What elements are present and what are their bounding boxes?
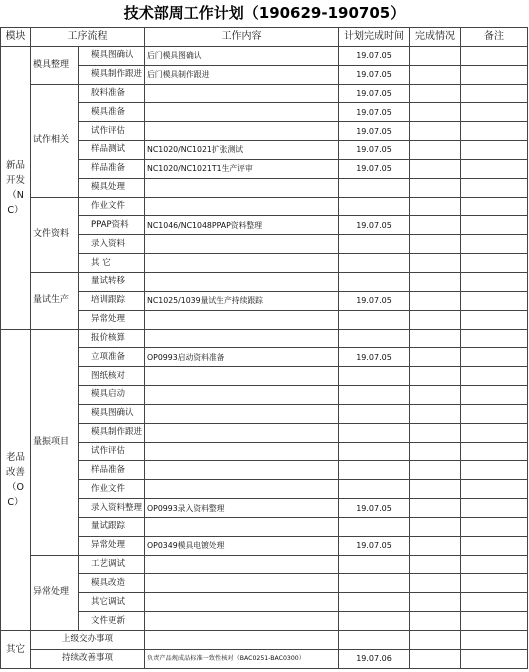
header-status: 完成情况	[410, 28, 461, 47]
sub-process-cell: 作业文件	[79, 480, 145, 499]
plan-date-cell[interactable]	[339, 272, 410, 291]
process-group-cell: 量振项目	[31, 329, 79, 555]
sub-process-cell: 模具启动	[79, 386, 145, 405]
sub-process-cell: 试作评估	[79, 442, 145, 461]
content-cell[interactable]: NC1020/NC1021T1生产评审	[145, 159, 339, 178]
sub-process-cell: 量试转移	[79, 272, 145, 291]
process-group-cell: 模具整理	[31, 46, 79, 84]
remark-cell[interactable]	[461, 480, 528, 499]
content-cell[interactable]	[145, 254, 339, 273]
table-row	[1, 159, 528, 178]
remark-cell[interactable]	[461, 235, 528, 254]
status-cell[interactable]	[410, 216, 461, 235]
sub-process-cell: 样品准备	[79, 159, 145, 178]
plan-date-cell[interactable]	[339, 517, 410, 536]
content-cell[interactable]	[145, 84, 339, 103]
table-row	[1, 84, 528, 103]
status-cell[interactable]	[410, 235, 461, 254]
process-group-cell: 试作相关	[31, 84, 79, 197]
table-row	[1, 555, 528, 574]
status-cell[interactable]	[410, 423, 461, 442]
table-row	[1, 649, 528, 668]
content-cell[interactable]	[145, 593, 339, 612]
process-group-cell: 文件资料	[31, 197, 79, 272]
table-row	[1, 310, 528, 329]
content-cell[interactable]	[145, 461, 339, 480]
table-row	[1, 46, 528, 65]
sub-process-cell: PPAP资料	[79, 216, 145, 235]
table-row	[1, 65, 528, 84]
remark-cell[interactable]	[461, 649, 528, 668]
plan-date-cell[interactable]: 19.07.06	[339, 649, 410, 668]
plan-date-cell[interactable]: 19.07.05	[339, 348, 410, 367]
sub-process-cell: 模具制作跟进	[79, 65, 145, 84]
content-cell[interactable]	[145, 423, 339, 442]
table-row	[1, 461, 528, 480]
plan-date-cell[interactable]: 19.07.05	[339, 499, 410, 518]
content-cell[interactable]	[145, 329, 339, 348]
remark-cell[interactable]	[461, 197, 528, 216]
status-cell[interactable]	[410, 65, 461, 84]
plan-date-cell[interactable]: 19.07.05	[339, 159, 410, 178]
sub-process-cell: 图纸核对	[79, 367, 145, 386]
plan-date-cell[interactable]	[339, 442, 410, 461]
table-row	[1, 272, 528, 291]
table-row	[1, 235, 528, 254]
status-cell[interactable]	[410, 461, 461, 480]
plan-date-cell[interactable]	[339, 235, 410, 254]
sub-process-cell: 报价核算	[79, 329, 145, 348]
plan-date-cell[interactable]	[339, 461, 410, 480]
status-cell[interactable]	[410, 442, 461, 461]
remark-cell[interactable]	[461, 386, 528, 405]
sub-process-cell: 模具处理	[79, 178, 145, 197]
status-cell[interactable]	[410, 517, 461, 536]
table-row	[1, 574, 528, 593]
content-cell[interactable]: 后门模具图确认	[145, 46, 339, 65]
remark-cell[interactable]	[461, 65, 528, 84]
content-cell[interactable]: 后门模具制作跟进	[145, 65, 339, 84]
sub-process-cell: 异常处理	[79, 310, 145, 329]
content-cell[interactable]	[145, 272, 339, 291]
process-group-cell: 量试生产	[31, 272, 79, 329]
content-cell[interactable]	[145, 404, 339, 423]
content-cell[interactable]	[145, 235, 339, 254]
table-row	[1, 442, 528, 461]
table-row	[1, 612, 528, 631]
remark-cell[interactable]	[461, 574, 528, 593]
remark-cell[interactable]	[461, 612, 528, 631]
content-cell[interactable]	[145, 386, 339, 405]
table-row	[1, 178, 528, 197]
plan-date-cell[interactable]: 19.07.05	[339, 122, 410, 141]
plan-date-cell[interactable]	[339, 310, 410, 329]
header-row	[1, 28, 528, 47]
table-row	[1, 122, 528, 141]
plan-date-cell[interactable]: 19.07.05	[339, 84, 410, 103]
table-row	[1, 103, 528, 122]
content-cell[interactable]	[145, 480, 339, 499]
sub-process-cell: 量试跟踪	[79, 517, 145, 536]
table-row	[1, 631, 528, 650]
remark-cell[interactable]	[461, 141, 528, 160]
status-cell[interactable]	[410, 122, 461, 141]
plan-date-cell[interactable]	[339, 555, 410, 574]
status-cell[interactable]	[410, 631, 461, 650]
remark-cell[interactable]	[461, 46, 528, 65]
content-cell[interactable]	[145, 631, 339, 650]
status-cell[interactable]	[410, 141, 461, 160]
plan-date-cell[interactable]: 19.07.05	[339, 216, 410, 235]
remark-cell[interactable]	[461, 122, 528, 141]
header-module: 模块	[1, 28, 31, 47]
plan-date-cell[interactable]: 19.07.05	[339, 291, 410, 310]
remark-cell[interactable]	[461, 254, 528, 273]
content-cell[interactable]	[145, 310, 339, 329]
remark-cell[interactable]	[461, 291, 528, 310]
sub-process-cell: 上级交办事项	[31, 631, 145, 650]
remark-cell[interactable]	[461, 423, 528, 442]
content-cell[interactable]: OP0993启动资料准备	[145, 348, 339, 367]
sub-process-cell: 培训跟踪	[79, 291, 145, 310]
header-content: 工作内容	[145, 28, 339, 47]
table-row	[1, 423, 528, 442]
status-cell[interactable]	[410, 103, 461, 122]
plan-date-cell[interactable]	[339, 197, 410, 216]
status-cell[interactable]	[410, 536, 461, 555]
remark-cell[interactable]	[461, 593, 528, 612]
content-cell[interactable]: OP0349模具电镀处理	[145, 536, 339, 555]
status-cell[interactable]	[410, 178, 461, 197]
content-cell[interactable]	[145, 122, 339, 141]
plan-date-cell[interactable]	[339, 254, 410, 273]
status-cell[interactable]	[410, 84, 461, 103]
status-cell[interactable]	[410, 649, 461, 668]
plan-date-cell[interactable]	[339, 593, 410, 612]
sub-process-cell: 模具改造	[79, 574, 145, 593]
status-cell[interactable]	[410, 612, 461, 631]
table-row	[1, 254, 528, 273]
plan-date-cell[interactable]: 19.07.05	[339, 46, 410, 65]
sub-process-cell: 录入资料整理	[79, 499, 145, 518]
remark-cell[interactable]	[461, 555, 528, 574]
status-cell[interactable]	[410, 574, 461, 593]
remark-cell[interactable]	[461, 84, 528, 103]
content-cell[interactable]	[145, 103, 339, 122]
table-row	[1, 216, 528, 235]
plan-date-cell[interactable]	[339, 612, 410, 631]
plan-date-cell[interactable]	[339, 367, 410, 386]
remark-cell[interactable]	[461, 103, 528, 122]
table-row	[1, 480, 528, 499]
plan-date-cell[interactable]: 19.07.05	[339, 65, 410, 84]
content-cell[interactable]	[145, 574, 339, 593]
table-row	[1, 348, 528, 367]
sub-process-cell: 其它调试	[79, 593, 145, 612]
plan-date-cell[interactable]	[339, 386, 410, 405]
status-cell[interactable]	[410, 386, 461, 405]
sub-process-cell: 持续改善事项	[31, 649, 145, 668]
plan-date-cell[interactable]: 19.07.05	[339, 536, 410, 555]
remark-cell[interactable]	[461, 329, 528, 348]
table-row	[1, 367, 528, 386]
sub-process-cell: 样品准备	[79, 461, 145, 480]
remark-cell[interactable]	[461, 159, 528, 178]
remark-cell[interactable]	[461, 536, 528, 555]
table-row	[1, 386, 528, 405]
plan-date-cell[interactable]: 19.07.05	[339, 141, 410, 160]
remark-cell[interactable]	[461, 442, 528, 461]
header-plan-date: 计划完成时间	[339, 28, 410, 47]
sub-process-cell: 样品测试	[79, 141, 145, 160]
sub-process-cell: 其 它	[79, 254, 145, 273]
table-row	[1, 141, 528, 160]
content-cell[interactable]: OP0993录入资料整理	[145, 499, 339, 518]
status-cell[interactable]	[410, 254, 461, 273]
content-cell[interactable]: NC1046/NC1048PPAP资料整理	[145, 216, 339, 235]
sub-process-cell: 异常处理	[79, 536, 145, 555]
table-row	[1, 291, 528, 310]
remark-cell[interactable]	[461, 517, 528, 536]
sub-process-cell: 模具制作跟进	[79, 423, 145, 442]
table-row	[1, 197, 528, 216]
sub-process-cell: 文件更新	[79, 612, 145, 631]
header-process: 工序流程	[31, 28, 145, 47]
plan-date-cell[interactable]	[339, 631, 410, 650]
status-cell[interactable]	[410, 310, 461, 329]
remark-cell[interactable]	[461, 348, 528, 367]
content-cell[interactable]: NC1020/NC1021扩张测试	[145, 141, 339, 160]
plan-table	[0, 27, 528, 669]
status-cell[interactable]	[410, 367, 461, 386]
sub-process-cell: 立项准备	[79, 348, 145, 367]
plan-date-cell[interactable]	[339, 423, 410, 442]
plan-date-cell[interactable]: 19.07.05	[339, 103, 410, 122]
table-row	[1, 404, 528, 423]
table-row	[1, 499, 528, 518]
sub-process-cell: 模具图确认	[79, 46, 145, 65]
header-remark: 备注	[461, 28, 528, 47]
status-cell[interactable]	[410, 499, 461, 518]
status-cell[interactable]	[410, 272, 461, 291]
plan-date-cell[interactable]	[339, 480, 410, 499]
status-cell[interactable]	[410, 197, 461, 216]
sub-process-cell: 试作评估	[79, 122, 145, 141]
status-cell[interactable]	[410, 593, 461, 612]
sheet-title: 技术部周工作计划（190629-190705）	[123, 4, 406, 22]
remark-cell[interactable]	[461, 310, 528, 329]
sub-process-cell: 模具图确认	[79, 404, 145, 423]
status-cell[interactable]	[410, 404, 461, 423]
remark-cell[interactable]	[461, 499, 528, 518]
remark-cell[interactable]	[461, 216, 528, 235]
plan-date-cell[interactable]	[339, 404, 410, 423]
status-cell[interactable]	[410, 329, 461, 348]
remark-cell[interactable]	[461, 461, 528, 480]
remark-cell[interactable]	[461, 404, 528, 423]
sub-process-cell: 工艺调试	[79, 555, 145, 574]
table-row	[1, 593, 528, 612]
content-cell[interactable]	[145, 612, 339, 631]
status-cell[interactable]	[410, 159, 461, 178]
status-cell[interactable]	[410, 291, 461, 310]
table-row	[1, 329, 528, 348]
status-cell[interactable]	[410, 555, 461, 574]
content-cell[interactable]: 负责产品规成品标准一致性核对（BAC0251-BAC0300）	[145, 649, 339, 668]
status-cell[interactable]	[410, 46, 461, 65]
module-cell: 老品改善（OC）	[1, 329, 31, 631]
sub-process-cell: 模具准备	[79, 103, 145, 122]
content-cell[interactable]: NC1025/1039量试生产持续跟踪	[145, 291, 339, 310]
plan-date-cell[interactable]	[339, 178, 410, 197]
content-cell[interactable]	[145, 442, 339, 461]
content-cell[interactable]	[145, 517, 339, 536]
sub-process-cell: 录入资料	[79, 235, 145, 254]
content-cell[interactable]	[145, 197, 339, 216]
remark-cell[interactable]	[461, 367, 528, 386]
sub-process-cell: 胶料准备	[79, 84, 145, 103]
plan-date-cell[interactable]	[339, 329, 410, 348]
remark-cell[interactable]	[461, 272, 528, 291]
table-row	[1, 517, 528, 536]
content-cell[interactable]	[145, 555, 339, 574]
remark-cell[interactable]	[461, 631, 528, 650]
plan-date-cell[interactable]	[339, 574, 410, 593]
sub-process-cell: 作业文件	[79, 197, 145, 216]
content-cell[interactable]	[145, 178, 339, 197]
remark-cell[interactable]	[461, 178, 528, 197]
table-row	[1, 536, 528, 555]
module-cell: 新品开发（NC）	[1, 46, 31, 329]
process-group-cell: 异常处理	[31, 555, 79, 630]
status-cell[interactable]	[410, 348, 461, 367]
status-cell[interactable]	[410, 480, 461, 499]
content-cell[interactable]	[145, 367, 339, 386]
module-cell: 其它	[1, 631, 31, 669]
